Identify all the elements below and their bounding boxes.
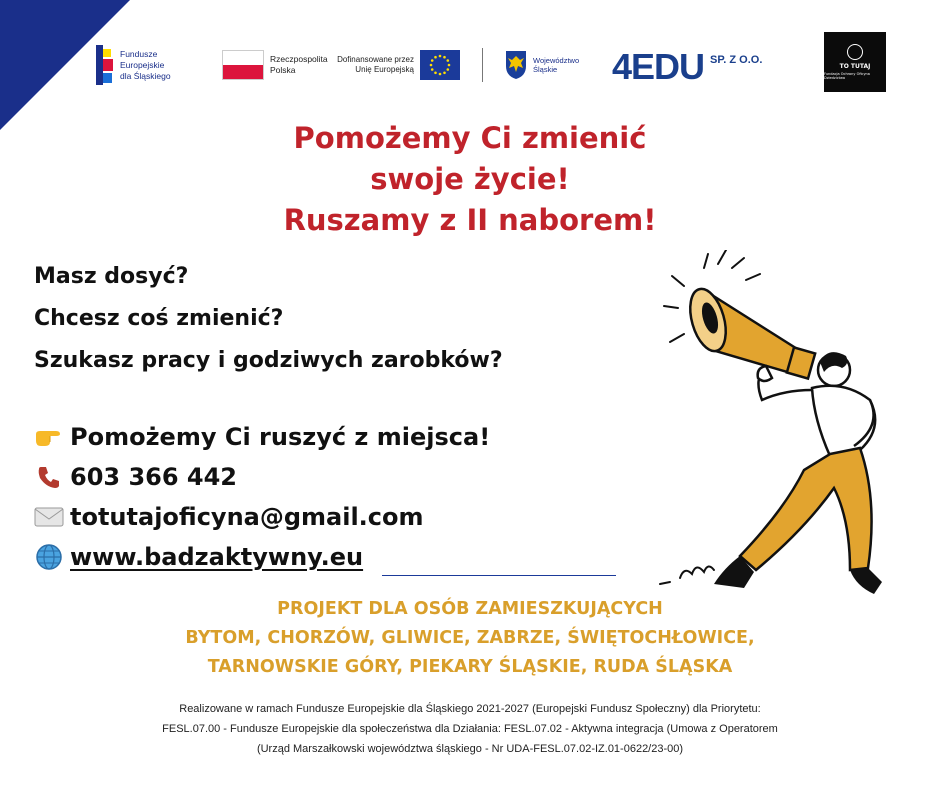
eu-funding-logo [332,50,460,80]
questions-list [34,256,503,382]
eu-line1: Dofinansowane przez [337,55,414,64]
4edu-logo [612,46,763,87]
fe-line2: dla Śląskiego [120,70,171,81]
phone-icon [34,462,64,492]
project-line2: BYTOM, CHORZÓW, GLIWICE, ZABRZE, ŚWIĘTOCHŁOWICE, [185,628,755,648]
rzeczpospolita-polska-logo [200,50,332,80]
eu-line2: Unię Europejską [355,65,414,74]
contact-item-phone[interactable] [34,457,490,497]
person-with-megaphone-icon [644,250,894,610]
partner-logos-bar [96,40,593,90]
fe-line1: Fundusze Europejskie [120,48,165,70]
to-tutaj-subtitle: Fundacja Ochrony Oficyna Dziedzictwa [824,72,870,80]
project-line3: TARNOWSKIE GÓRY, PIEKARY ŚLĄSKIE, RUDA ŚLĄSKA [207,657,733,677]
slask-line2: Śląskie [533,65,558,74]
contact-item-slogan [34,417,490,457]
website-underline-rule [382,575,616,576]
wojewodztwo-slaskie-logo [505,50,593,80]
headline [170,118,770,241]
footer-line3: (Urząd Marszałkowski województwa śląskiego - Nr UDA-FESL.07.02-IZ.01-0622/23-00) [256,743,684,755]
to-tutaj-name: TO TUTAJ [839,63,871,70]
question-item: Masz dosyć? [34,264,189,289]
footer-line1: Realizowane w ramach Fundusze Europejskie dla Śląskiego 2021-2027 (Europejski Fundusz Społeczny) dla Priorytetu: [179,703,761,715]
contact-list [34,417,490,577]
footer-line2: FESL.07.00 - Fundusze Europejskie dla społeczeństwa dla Działania: FESL.07.02 - Aktywna integracja (Umowa z Operatorem [162,723,778,735]
logo-separator [482,48,483,82]
project-line1: PROJEKT DLA OSÓB ZAMIESZKUJĄCYCH [277,599,663,619]
4edu-company-type: SP. Z O.O. [710,54,763,66]
pl-line1: Rzeczpospolita [270,54,328,64]
question-item: Chcesz coś zmienić? [34,306,284,331]
contact-slogan-text: Pomożemy Ci ruszyć z miejsca! [70,423,491,451]
slask-eagle-shield-icon [505,50,527,80]
headline-line1: Pomożemy Ci zmienić [293,121,647,155]
fundusze-europejskie-mark-icon [96,45,114,85]
contact-phone-text[interactable]: 603 366 442 [70,463,238,491]
location-pin-icon [847,44,863,60]
pointing-hand-icon [34,422,64,452]
contact-email-text[interactable]: totutajoficyna@gmail.com [70,503,424,531]
project-info [110,595,830,682]
globe-icon [34,542,64,572]
envelope-icon [34,502,64,532]
fundusze-europejskie-logo [96,45,200,85]
pl-line2: Polska [270,65,296,75]
slask-line1: Województwo [533,56,580,65]
contact-item-website[interactable] [34,537,490,577]
headline-line3: Ruszamy z II naborem! [283,203,657,237]
eu-flag-icon [420,50,460,80]
question-item: Szukasz pracy i godziwych zarobków? [34,348,503,373]
4edu-wordmark: 4EDU [612,46,705,87]
contact-item-email[interactable] [34,497,490,537]
headline-line2: swoje życie! [370,162,570,196]
to-tutaj-logo [824,32,886,92]
polish-flag-icon [222,50,264,80]
footer-funding-note [70,699,870,759]
contact-website-link[interactable]: www.badzaktywny.eu [70,543,364,571]
